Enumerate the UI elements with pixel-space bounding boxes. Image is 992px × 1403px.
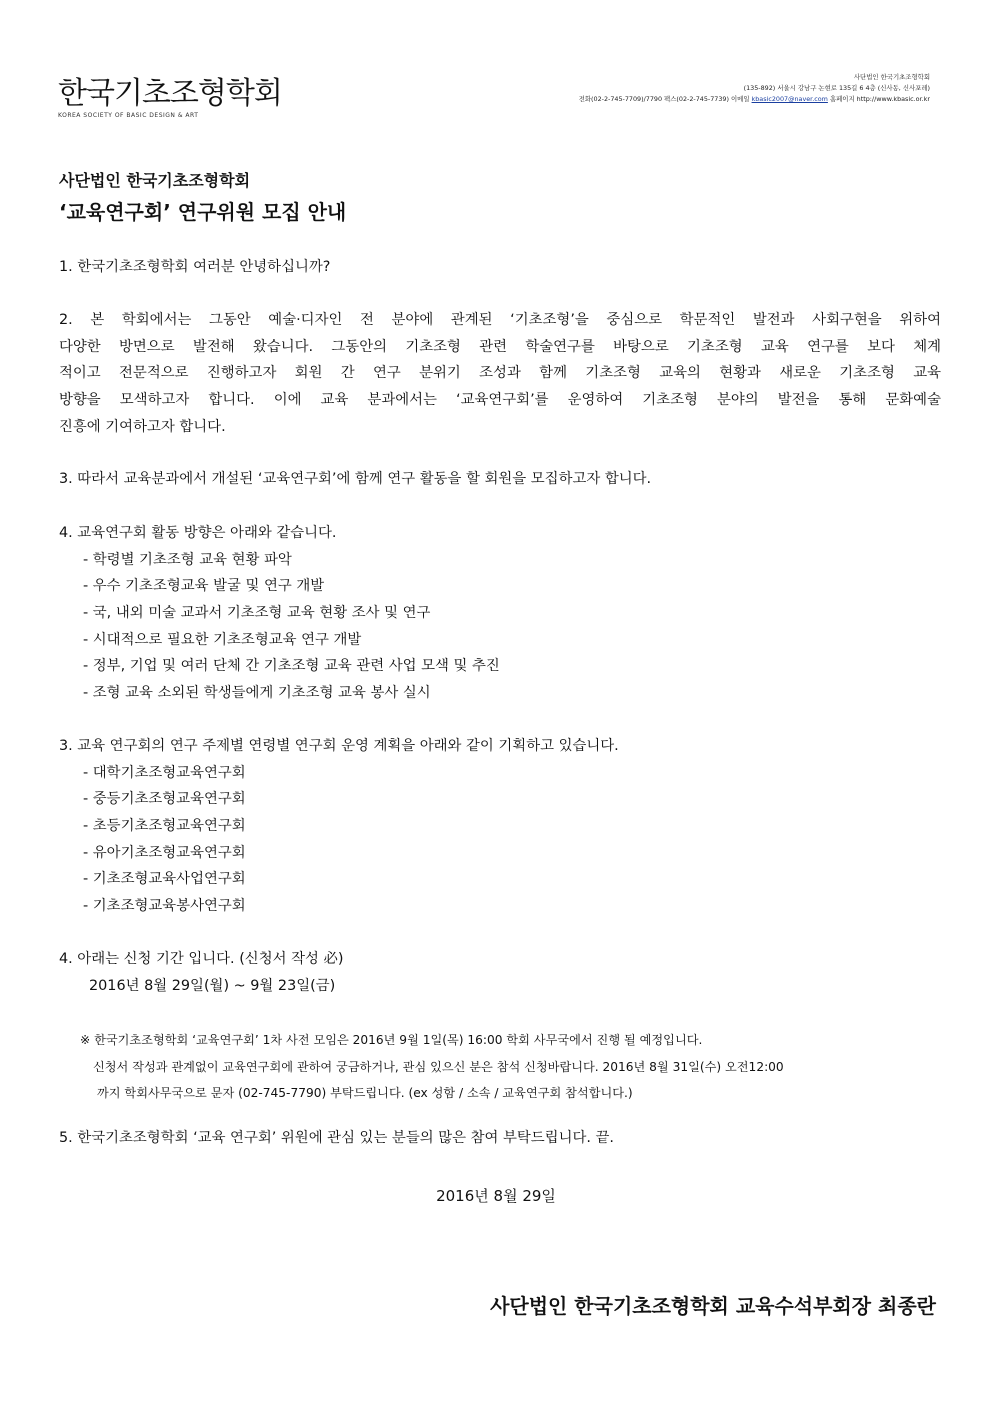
notice-box <box>59 1027 941 1107</box>
list-item: - 유아기초조형교육연구회 <box>83 844 246 861</box>
document-title: ‘교육연구회’ 연구위원 모집 안내 <box>59 200 347 224</box>
list-item: - 학령별 기초조형 교육 현황 파악 <box>83 551 292 568</box>
list-item: - 기초조형교육봉사연구회 <box>83 898 246 915</box>
list-item: - 국, 내외 미술 교과서 기초조형 교육 현황 조사 및 연구 <box>83 605 431 622</box>
list-item: - 중등기초조형교육연구회 <box>83 791 246 808</box>
contact-email-link[interactable]: kbasic2007@naver.com <box>751 95 828 103</box>
paragraph-2-line: 진흥에 기여하고자 합니다. <box>59 418 226 435</box>
list-item: - 대학기초조형교육연구회 <box>83 764 246 781</box>
contact-phone: 전화(02-2-745-7709)/7790 팩스(02-2-745-7739) 이메일 <box>578 95 752 103</box>
contact-homepage: 홈페이지 http://www.kbasic.or.kr <box>827 95 930 103</box>
application-period <box>59 946 941 999</box>
society-logo <box>58 78 282 119</box>
notice-line: ※ 한국기초조형학회 ‘교육연구회’ 1차 사전 모임은 2016년 9월 1일(목) 16:00 학회 사무국에서 진행 될 예정입니다. <box>80 1033 703 1047</box>
contact-address: (135-892) 서울시 강남구 논현로 135길 6 4층 (신사동, 신사포레) <box>743 84 930 92</box>
list-item: - 시대적으로 필요한 기초조형교육 연구 개발 <box>83 631 362 648</box>
contact-phone-line <box>579 94 930 105</box>
org-heading: 사단법인 한국기초조형학회 <box>59 171 251 190</box>
activity-directions <box>59 520 941 707</box>
list-item: - 조형 교육 소외된 학생들에게 기초조형 교육 봉사 실시 <box>83 685 431 702</box>
paragraph-1 <box>59 254 941 281</box>
paragraph-1-text: 1. 한국기초조형학회 여러분 안녕하십니까? <box>59 259 331 275</box>
logo-wordmark: 한국기초조형학회 <box>58 76 282 111</box>
logo-subtitle: KOREA SOCIETY OF BASIC DESIGN & ART <box>58 112 199 119</box>
paragraph-2-line: 다양한 방면으로 발전해 왔습니다. 그동안의 기초조형 관련 학술연구를 바탕으로 기초조형 교육 연구를 보다 체계 <box>59 338 941 355</box>
document-date: 2016년 8월 29일 <box>436 1187 556 1205</box>
contact-org: 사단법인 한국기초조형학회 <box>853 73 930 81</box>
paragraph-2-line: 2. 본 학회에서는 그동안 예술·디자인 전 분야에 관계된 ‘기초조형’을 중심으로 학문적인 발전과 사회구현을 위하여 <box>59 312 941 328</box>
research-groups-intro: 3. 교육 연구회의 연구 주제별 연령별 연구회 운영 계획을 아래와 같이 기획하고 있습니다. <box>59 738 619 754</box>
paragraph-2-line: 방향을 모색하고자 합니다. 이에 교육 분과에서는 ‘교육연구회’를 운영하여 기초조형 분야의 발전을 통해 문화예술 <box>59 392 941 409</box>
list-item: - 우수 기초조형교육 발굴 및 연구 개발 <box>83 578 325 595</box>
list-item: - 초등기초조형교육연구회 <box>83 818 246 835</box>
paragraph-2-line: 적이고 전문적으로 진행하고자 회원 간 연구 분위기 조성과 함께 기초조형 교육의 현황과 새로운 기초조형 교육 <box>59 365 941 382</box>
closing-paragraph-text: 5. 한국기초조형학회 ‘교육 연구회’ 위원에 관심 있는 분들의 많은 참여 부탁드립니다. 끝. <box>59 1130 614 1146</box>
closing-paragraph <box>59 1125 941 1152</box>
paragraph-2 <box>59 307 941 440</box>
signature: 사단법인 한국기초조형학회 교육수석부회장 최종란 <box>490 1294 936 1318</box>
notice-line: 까지 학회사무국으로 문자 (02-745-7790) 부탁드립니다. (ex 성함 / 소속 / 교육연구회 참석합니다.) <box>97 1086 633 1100</box>
application-period-dates: 2016년 8월 29일(월) ~ 9월 23일(금) <box>89 977 336 994</box>
list-item: - 정부, 기업 및 여러 단체 간 기초조형 교육 관련 사업 모색 및 추진 <box>83 658 500 675</box>
paragraph-3-text: 3. 따라서 교육분과에서 개설된 ‘교육연구회’에 함께 연구 활동을 할 회원을 모집하고자 합니다. <box>59 471 652 487</box>
notice-line: 신청서 작성과 관계없이 교육연구회에 관하여 궁금하거나, 관심 있으신 분은 참석 신청바랍니다. 2016년 8월 31일(수) 오전12:00 <box>93 1059 784 1074</box>
activity-directions-intro: 4. 교육연구회 활동 방향은 아래와 같습니다. <box>59 525 337 541</box>
paragraph-3 <box>59 466 941 493</box>
list-item: - 기초조형교육사업연구회 <box>83 871 246 888</box>
research-groups <box>59 733 941 920</box>
application-period-intro: 4. 아래는 신청 기간 입니다. (신청서 작성 必) <box>59 951 344 967</box>
contact-block <box>579 72 930 105</box>
